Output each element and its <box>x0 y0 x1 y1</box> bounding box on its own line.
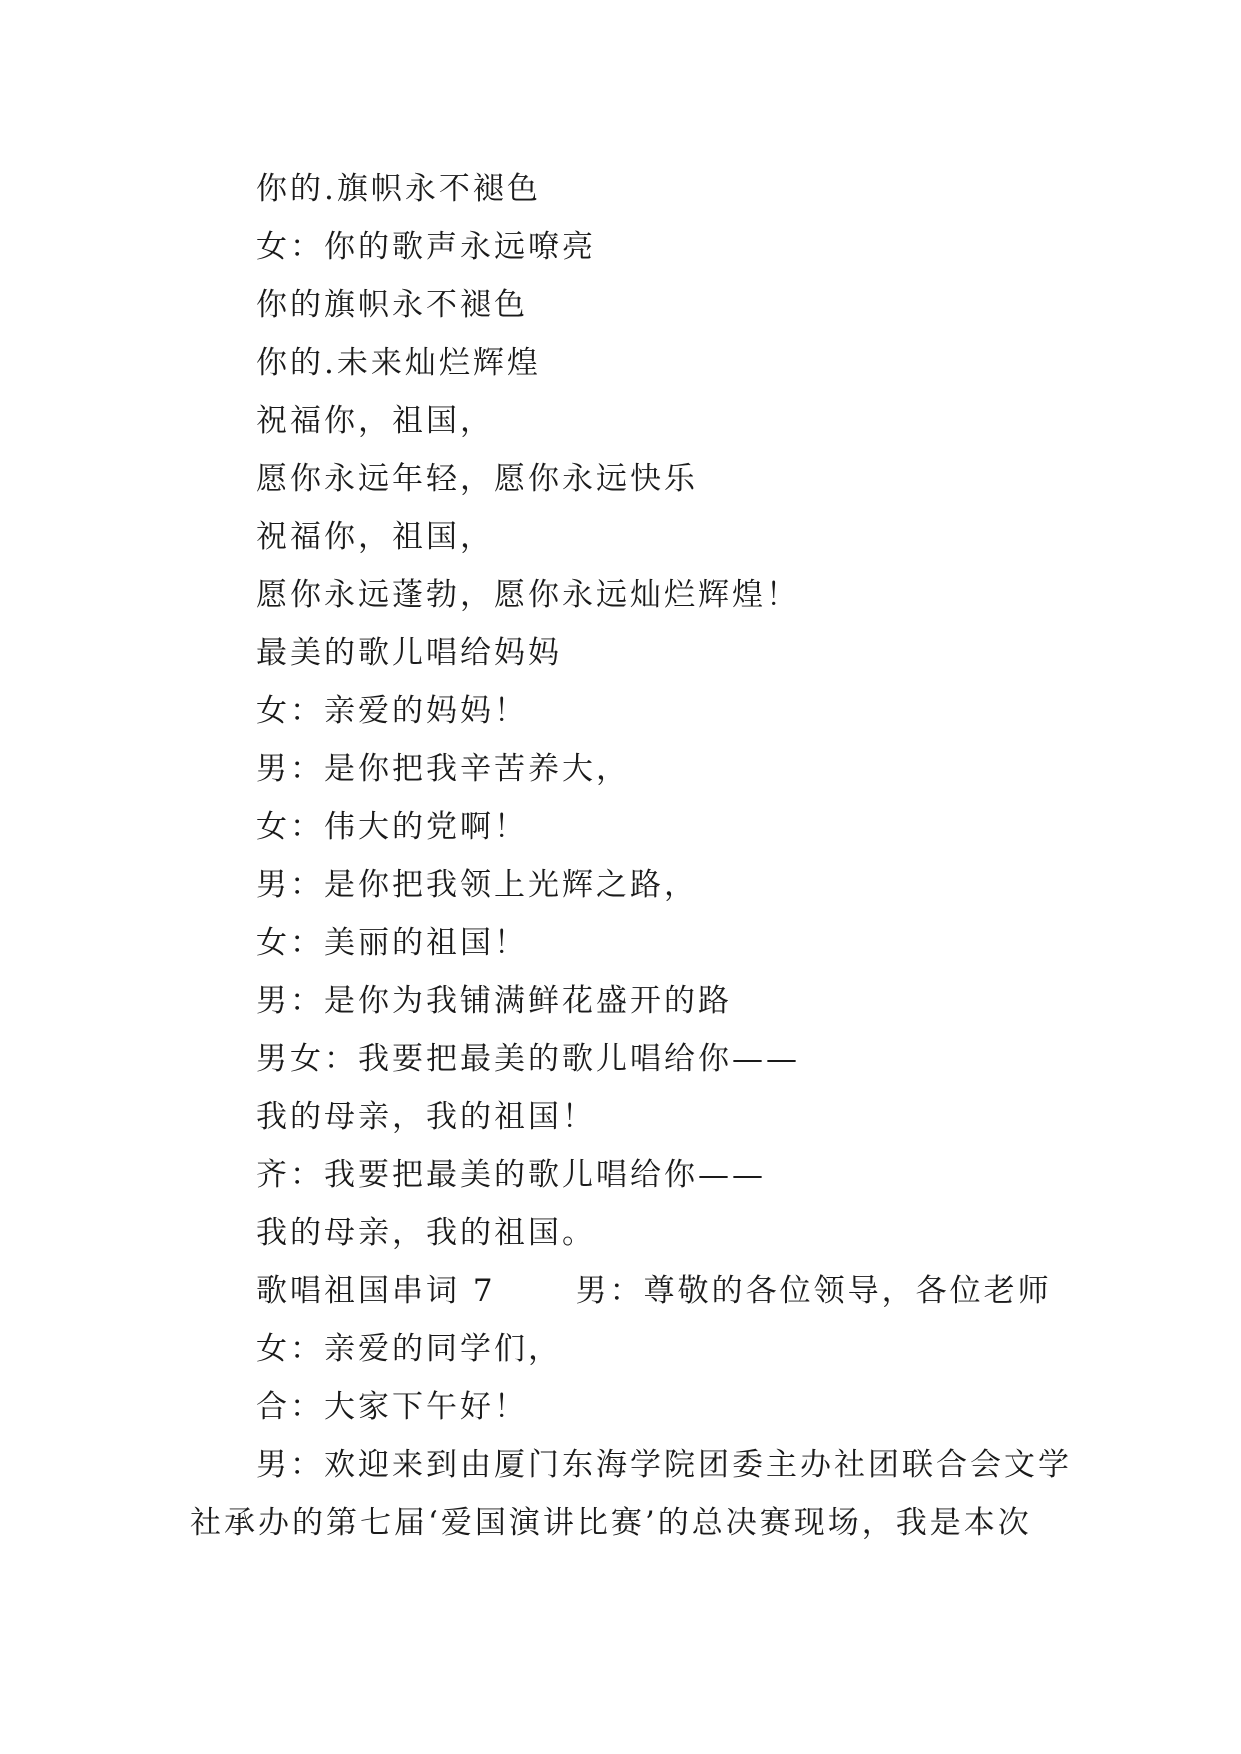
paragraph-first-line: 男：欢迎来到由厦门东海学院团委主办社团联合会文学 <box>256 1447 1072 1483</box>
text-line: 祝福你，祖国， <box>256 403 494 439</box>
text-line: 女：伟大的党啊！ <box>256 809 528 845</box>
heading-continuation: 男：尊敬的各位领导，各位老师 <box>575 1273 1052 1309</box>
text-line: 男：是你把我领上光辉之路， <box>256 867 698 903</box>
text-line: 你的.未来灿烂辉煌 <box>256 345 541 381</box>
text-line: 合：大家下午好！ <box>256 1389 528 1425</box>
text-line: 女：亲爱的同学们， <box>256 1331 562 1367</box>
paragraph-wrapped-line: 社承办的第七届‘爱国演讲比赛’的总决赛现场，我是本次 <box>190 1505 1032 1541</box>
text-line: 男：是你为我铺满鲜花盛开的路 <box>256 983 732 1019</box>
section-title: 歌唱祖国串词 7 <box>256 1273 496 1309</box>
text-line: 女：你的歌声永远嘹亮 <box>256 229 596 265</box>
text-line: 祝福你，祖国， <box>256 519 494 555</box>
section-heading-line <box>190 1262 1060 1320</box>
text-line: 女：亲爱的妈妈！ <box>256 693 528 729</box>
text-line: 我的母亲，我的祖国。 <box>256 1215 596 1251</box>
text-line: 愿你永远蓬勃，愿你永远灿烂辉煌！ <box>256 577 800 613</box>
text-line: 你的旗帜永不褪色 <box>256 287 528 323</box>
text-line: 你的.旗帜永不褪色 <box>256 171 541 207</box>
text-line: 齐：我要把最美的歌儿唱给你—— <box>256 1157 766 1193</box>
text-line: 女：美丽的祖国！ <box>256 925 528 961</box>
text-line: 我的母亲，我的祖国！ <box>256 1099 596 1135</box>
document-body <box>190 160 1072 1552</box>
text-line: 最美的歌儿唱给妈妈 <box>256 635 562 671</box>
text-line: 男女：我要把最美的歌儿唱给你—— <box>256 1041 800 1077</box>
text-line: 愿你永远年轻，愿你永远快乐 <box>256 461 698 497</box>
text-line: 男：是你把我辛苦养大， <box>256 751 630 787</box>
